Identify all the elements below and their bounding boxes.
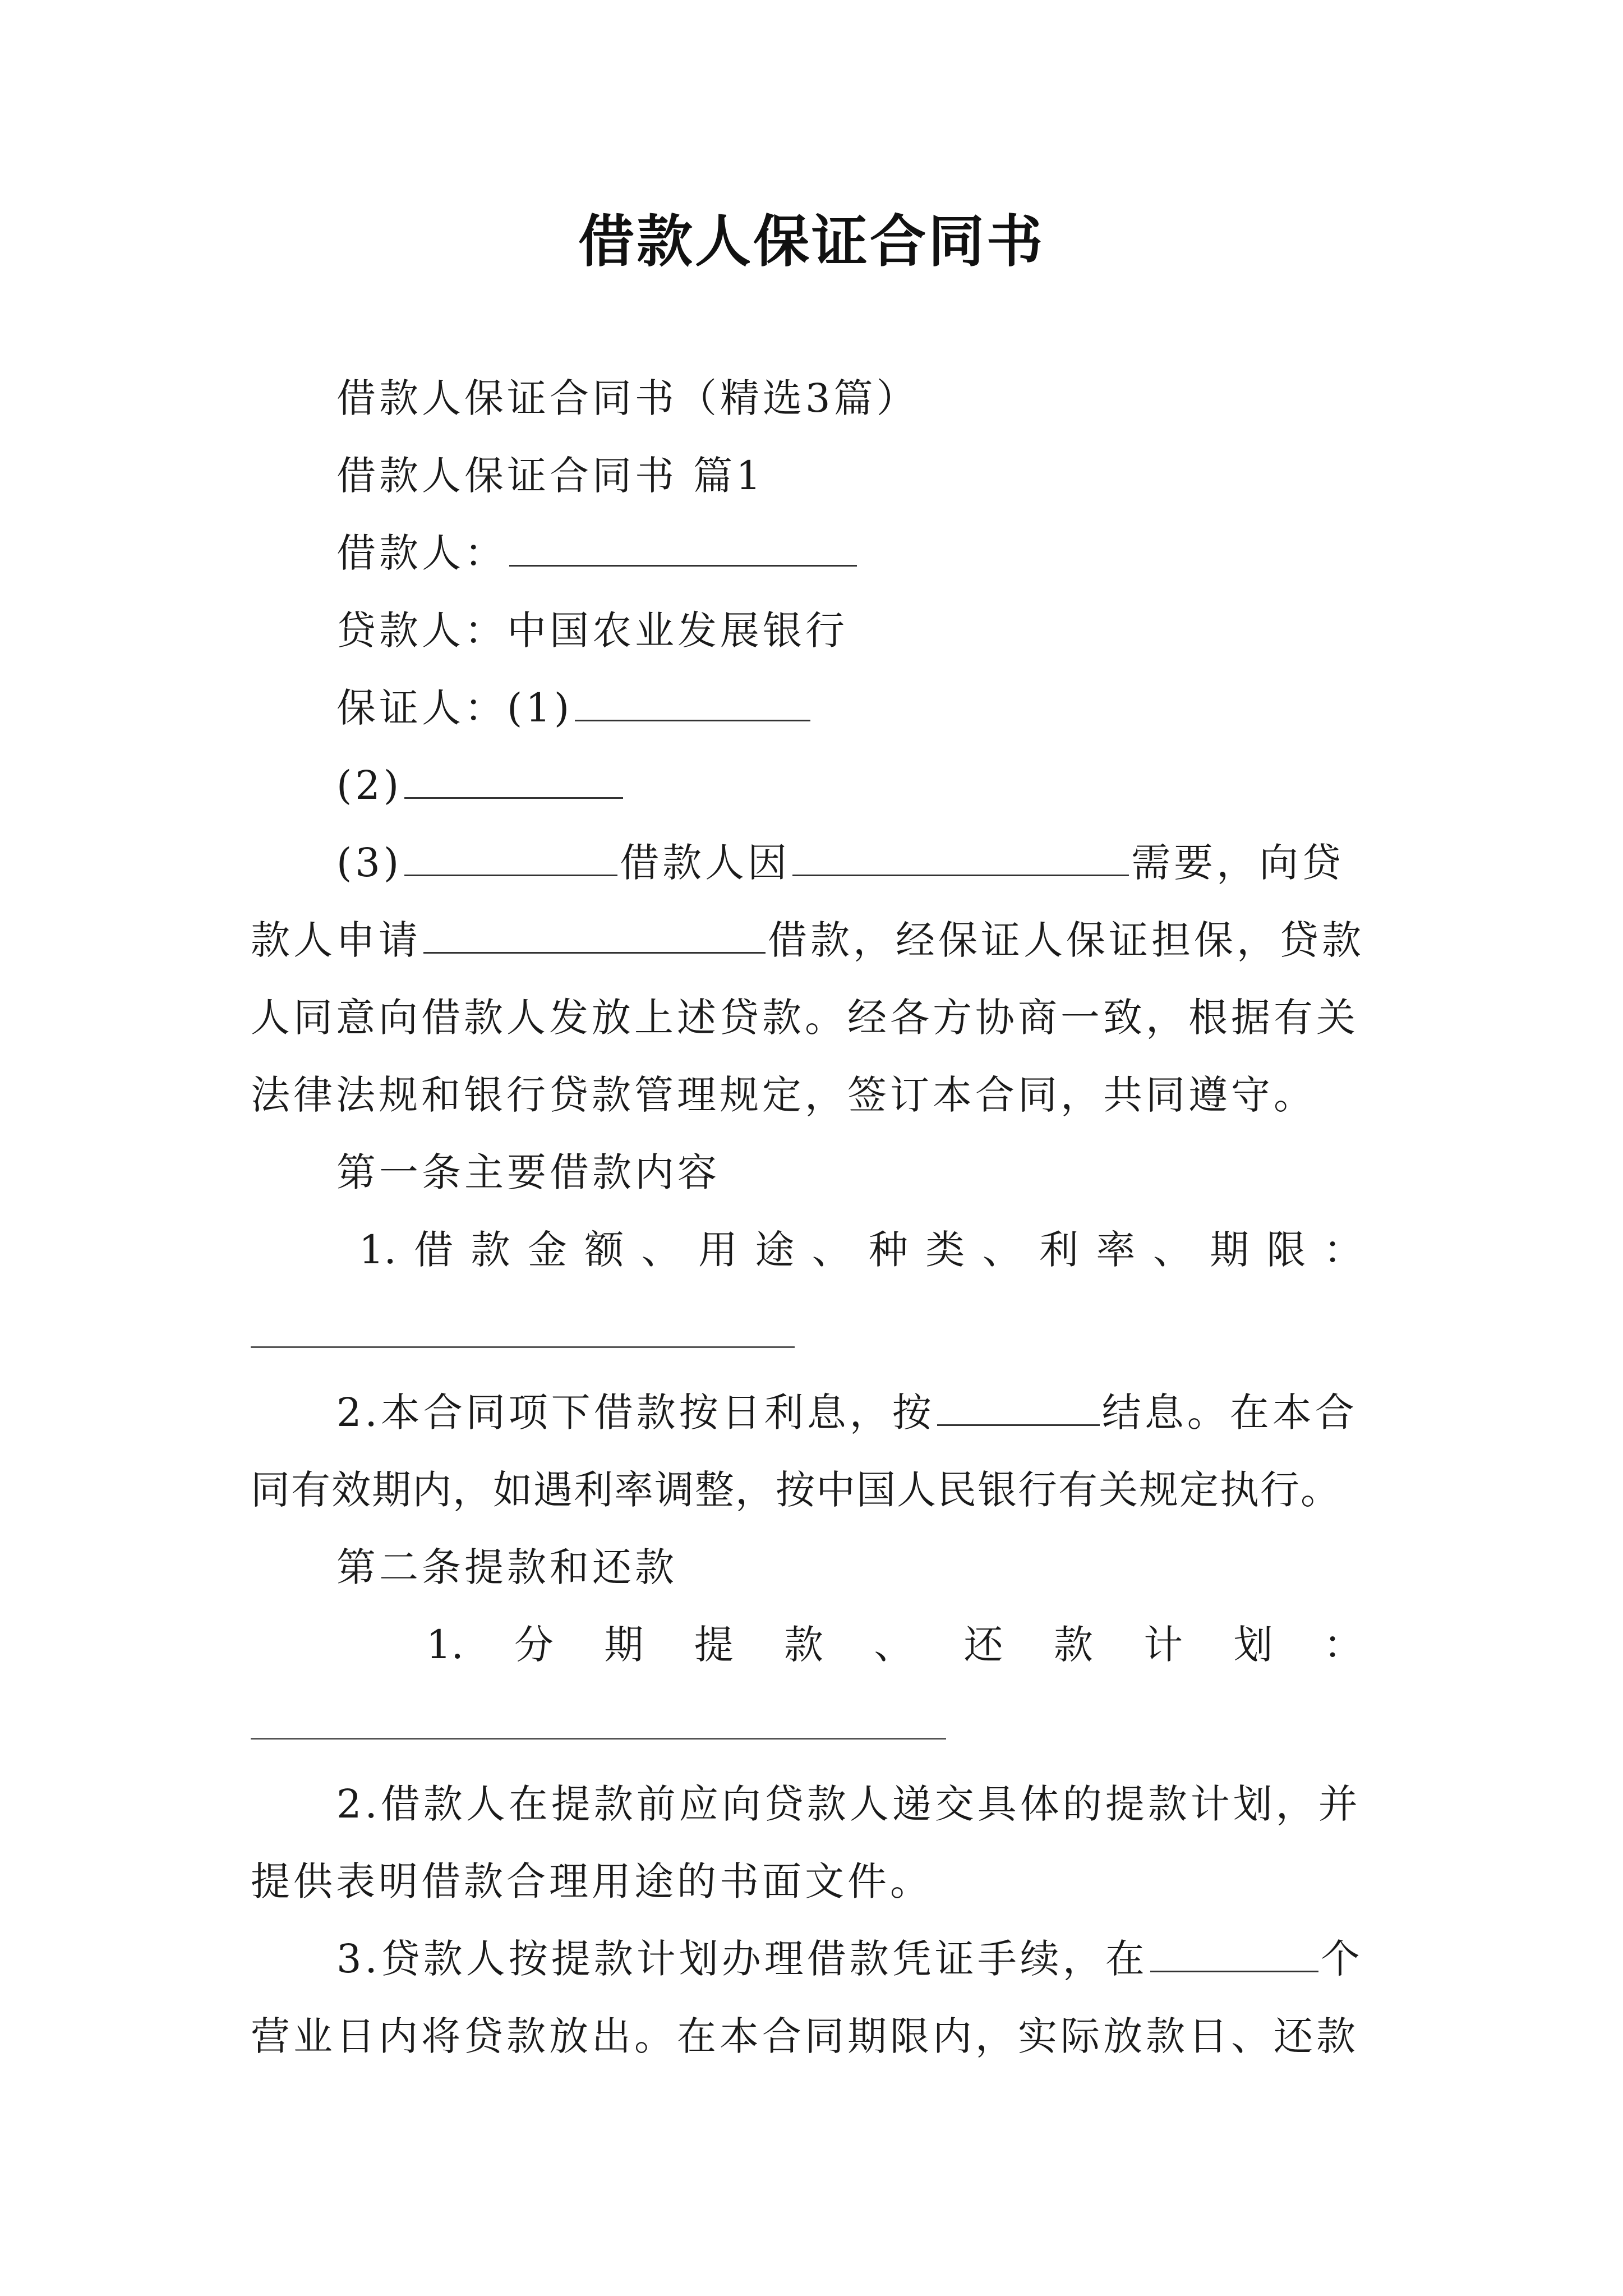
purpose-blank [792, 835, 1129, 876]
spaced-char: 款 [1053, 1622, 1093, 1668]
p1-text-b: 需要，向贷 [1131, 840, 1345, 886]
spaced-char: 用 [698, 1227, 737, 1273]
article-1-item-2-line-1 [336, 1384, 1358, 1441]
article-1-item-1-blank [251, 1346, 795, 1348]
article-1-heading: 第一条主要借款内容 [336, 1149, 720, 1195]
spaced-char: 限 [1266, 1227, 1306, 1273]
article-2-item-1-blank [251, 1738, 946, 1740]
article-2-item-3-line-1 [336, 1931, 1363, 1987]
business-days-blank [1150, 1931, 1318, 1972]
spaced-char: 率 [1096, 1227, 1136, 1273]
spaced-char: ： [1323, 1227, 1363, 1273]
spaced-char: 金 [527, 1227, 567, 1273]
spaced-char: 额 [584, 1227, 624, 1273]
spaced-char: 还 [963, 1622, 1003, 1668]
spaced-char: ： [1323, 1622, 1363, 1668]
p1-line2-text-a: 款人申请 [251, 917, 421, 963]
article-2-item-2-line-2: 提供表明借款合理用途的书面文件。 [251, 1858, 933, 1904]
spaced-char: 类 [925, 1227, 965, 1273]
guarantor-3-blank [404, 835, 617, 876]
spaced-char: 提 [694, 1622, 734, 1668]
guarantor-3-label: (3) [336, 840, 403, 886]
borrower-label: 借款人： [336, 530, 507, 576]
spaced-char: 计 [1144, 1622, 1183, 1668]
paragraph-1-line-4: 法律法规和银行贷款管理规定，签订本合同，共同遵守。 [251, 1072, 1316, 1118]
paragraph-1-line-2 [251, 912, 1364, 968]
spaced-char: 款 [784, 1622, 824, 1668]
borrower-line [336, 525, 859, 581]
guarantor-label: 保证人：(1) [336, 685, 573, 731]
spaced-char: 1. [426, 1622, 464, 1668]
spaced-char: 途 [755, 1227, 795, 1273]
a2i3-text-b: 个 [1320, 1936, 1363, 1982]
spaced-char: 分 [514, 1622, 554, 1668]
p1-line2-text-b: 借款，经保证人保证担保，贷款 [768, 917, 1364, 963]
guarantor-1-blank [575, 680, 810, 721]
article-1-item-1 [359, 1222, 1363, 1278]
spaced-char: 期 [1210, 1227, 1249, 1273]
spaced-char: 利 [1039, 1227, 1079, 1273]
spaced-char: 、 [641, 1227, 681, 1273]
spaced-char: 借 [414, 1227, 454, 1273]
spaced-char: 种 [869, 1227, 909, 1273]
article-1-item-2-line-2: 同有效期内，如遇利率调整，按中国人民银行有关规定执行。 [251, 1467, 1341, 1513]
a1i2-text-b: 结息。在本合 [1101, 1389, 1358, 1435]
spaced-char: 、 [982, 1227, 1022, 1273]
guarantor-2-label: (2) [336, 762, 403, 808]
a2i3-text-a: 3.贷款人按提款计划办理借款凭证手续，在 [336, 1936, 1148, 1982]
borrower-blank [509, 526, 857, 567]
article-2-heading: 第二条提款和还款 [336, 1544, 677, 1590]
amount-blank [423, 913, 766, 954]
article-2-item-1 [426, 1617, 1363, 1673]
section-heading: 借款人保证合同书 篇1 [336, 453, 764, 499]
paragraph-1-line-1 [336, 835, 1344, 891]
article-2-item-3-line-2: 营业日内将贷款放出。在本合同期限内，实际放款日、还款 [251, 2013, 1359, 2059]
spaced-char: 、 [1152, 1227, 1192, 1273]
spaced-char: 款 [471, 1227, 510, 1273]
guarantor-line-2 [336, 757, 625, 813]
spaced-char: 、 [811, 1227, 851, 1273]
article-2-item-2-line-1: 2.借款人在提款前应向贷款人递交具体的提款计划，并 [336, 1781, 1361, 1827]
guarantor-line-1 [336, 680, 813, 736]
a1i2-text-a: 2.本合同项下借款按日利息，按 [336, 1389, 935, 1435]
document-subtitle: 借款人保证合同书（精选3篇） [336, 375, 919, 421]
document-title: 借款人保证合同书 [578, 208, 1045, 274]
spaced-char: 期 [604, 1622, 644, 1668]
spaced-char: 1. [359, 1227, 396, 1273]
spaced-char: 划 [1233, 1622, 1273, 1668]
spaced-char: 、 [874, 1622, 914, 1668]
paragraph-1-line-3: 人同意向借款人发放上述贷款。经各方协商一致，根据有关 [251, 995, 1359, 1041]
settlement-blank [937, 1385, 1100, 1426]
guarantor-2-blank [404, 758, 623, 799]
p1-text-a: 借款人因 [620, 840, 791, 886]
lender-line: 贷款人：中国农业发展银行 [336, 608, 848, 654]
